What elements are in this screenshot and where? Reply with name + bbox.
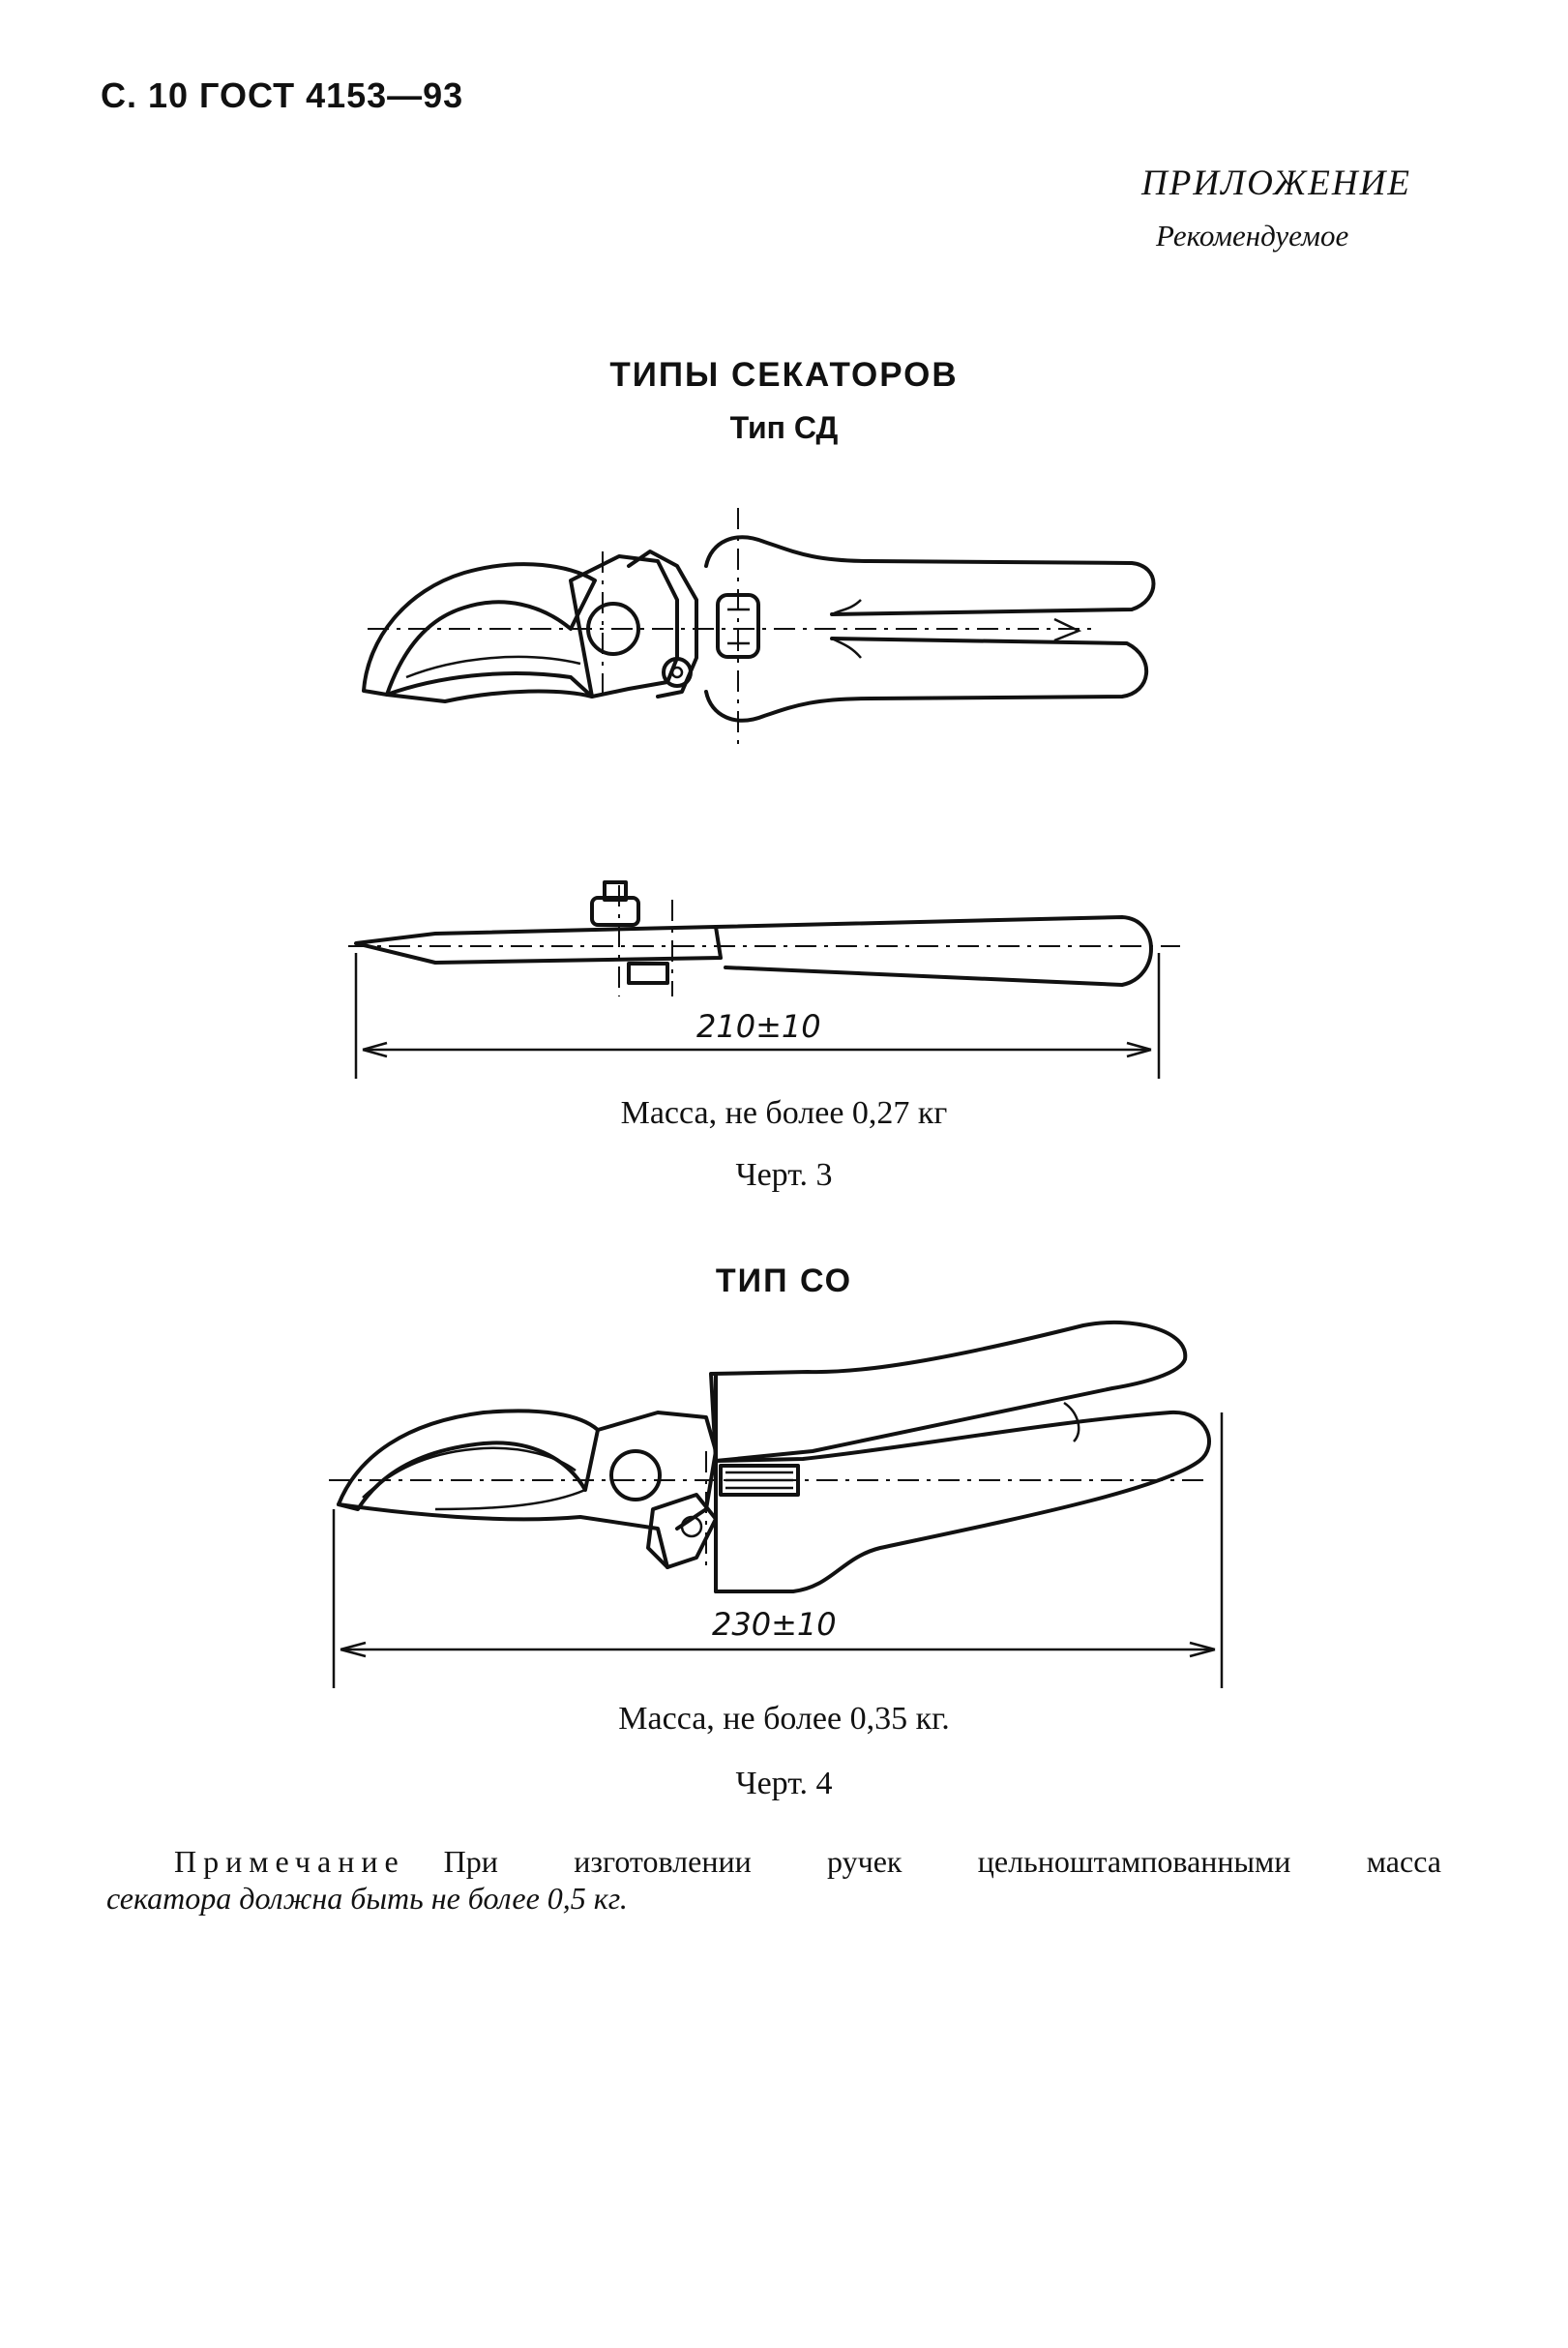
figure4-view bbox=[329, 1323, 1222, 1688]
appendix-status: Рекомендуемое bbox=[1156, 219, 1349, 253]
figure3-top-view bbox=[364, 508, 1154, 750]
note-block bbox=[106, 1843, 1441, 1917]
note-text-line2: секатора должна быть не более 0,5 кг. bbox=[106, 1881, 628, 1916]
figure3-dimension-label: 210±10 bbox=[696, 1008, 821, 1045]
figure3-mass: Масса, не более 0,27 кг bbox=[620, 1095, 948, 1131]
figure3-side-view bbox=[348, 882, 1180, 1079]
figure4-caption: Черт. 4 bbox=[735, 1766, 833, 1801]
section-title: ТИПЫ СЕКАТОРОВ bbox=[609, 356, 959, 394]
figure4-dimension-label: 230±10 bbox=[712, 1606, 837, 1643]
figure4-type-label: ТИП СО bbox=[715, 1263, 853, 1299]
note-text-line1: При изготовлении ручек цельноштампованными масса bbox=[443, 1844, 1441, 1879]
note-label: Примечание bbox=[174, 1844, 405, 1879]
appendix-title: ПРИЛОЖЕНИЕ bbox=[1141, 163, 1411, 203]
page-header: С. 10 ГОСТ 4153—93 bbox=[101, 75, 464, 115]
figure3-caption: Черт. 3 bbox=[735, 1157, 833, 1193]
figure4-mass: Масса, не более 0,35 кг. bbox=[618, 1701, 950, 1737]
figure3-type-label: Тип СД bbox=[729, 410, 839, 445]
